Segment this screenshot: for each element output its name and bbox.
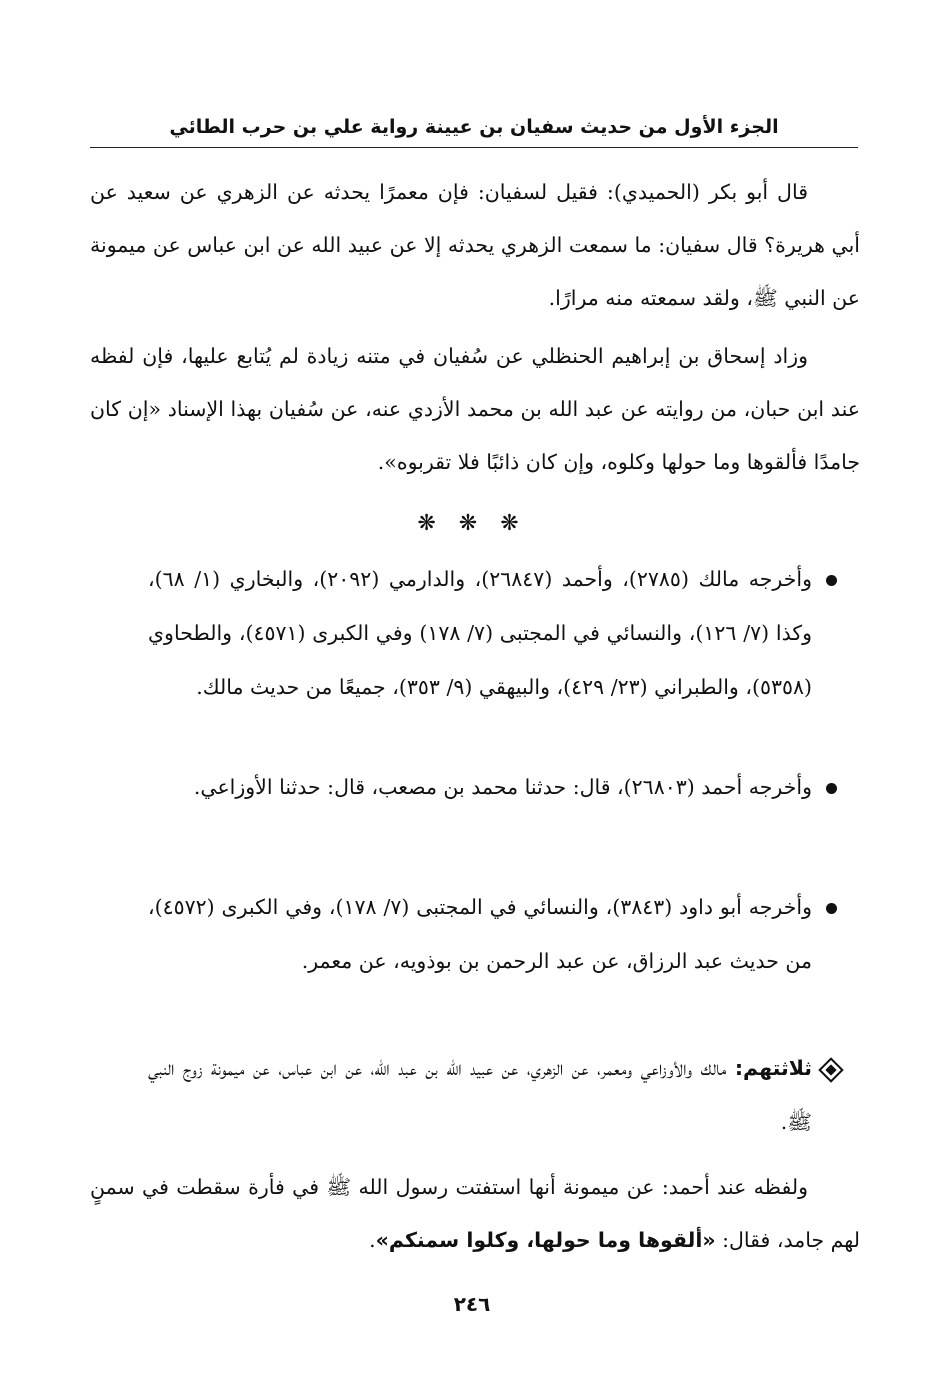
running-title: الجزء الأول من حديث سفيان بن عيينة رواية علي بن حرب الطائي bbox=[169, 116, 779, 138]
summary-text: مالك والأوزاعي ومعمر، عن الزهري، عن عبيد الله بن عبد الله، عن ابن عباس، عن ميمونة زوج النبي ﷺ. bbox=[148, 1056, 812, 1134]
paragraph-ahmad-wording bbox=[90, 1161, 860, 1267]
closing-lead: ولفظه عند أحمد: عن ميمونة أنها استفتت رسول الله ﷺ في فأرة سقطت في سمنٍ لهم جامد، فقال: bbox=[90, 1175, 860, 1252]
summary-label: ثلاثتهم: bbox=[734, 1056, 812, 1080]
summary-item bbox=[148, 1041, 812, 1149]
bullet-dot-icon bbox=[826, 575, 837, 586]
closing-quote: «ألقوها وما حولها، وكلوا سمنكم» bbox=[375, 1228, 716, 1252]
bullet-item-abu-dawud: وأخرجه أبو داود (٣٨٤٣)، والنسائي في المجتبى (٧/ ١٧٨)، وفي الكبرى (٤٥٧٢)، من حديث عبد الرزاق، عن عبد الرحمن بن بوذويه، عن معمر. bbox=[148, 895, 812, 973]
summary-marker bbox=[820, 1041, 842, 1095]
paragraph-ishaq-addition: وزاد إسحاق بن إبراهيم الحنظلي عن سُفيان في متنه زيادة لم يُتابع عليها، فإن لفظه عند ابن حبان، من روايته عن عبد الله بن محمد الأزدي عنه، عن سُفيان بهذا الإسناد «إن كان جامدًا فألقوها وما حولها وكلوه، وإن كان ذائبًا فلا تقربوه». bbox=[90, 344, 860, 474]
diamond-icon bbox=[818, 1057, 843, 1082]
page-number: ٢٤٦ bbox=[453, 1292, 491, 1316]
bullet-marker bbox=[820, 552, 842, 606]
header-rule bbox=[90, 147, 858, 148]
closing-end: . bbox=[369, 1228, 376, 1252]
paragraph-humaidi: قال أبو بكر (الحميدي): فقيل لسفيان: فإن معمرًا يحدثه عن الزهري عن سعيد عن أبي هريرة؟ قال سفيان: ما سمعت الزهري يحدثه إلا عن عبيد الله عن ابن عباس عن ميمونة عن النبي ﷺ، ولقد سمعته منه مرارًا. bbox=[90, 180, 860, 310]
bullet-dot-icon bbox=[826, 903, 837, 914]
bullet-item-malik: وأخرجه مالك (٢٧٨٥)، وأحمد (٢٦٨٤٧)، والدارمي (٢٠٩٢)، والبخاري (١/ ٦٨)، وكذا (٧/ ١٢٦)، والنسائي في المجتبى (٧/ ١٧٨) وفي الكبرى (٤٥٧١)، والطحاوي (٥٣٥٨)، والطبراني (٢٣/ ٤٢٩)، والبيهقي (٩/ ٣٥٣)، جميعًا من حديث مالك. bbox=[148, 567, 812, 699]
bullet-marker bbox=[820, 880, 842, 934]
bullet-item-ahmad: وأخرجه أحمد (٢٦٨٠٣)، قال: حدثنا محمد بن مصعب، قال: حدثنا الأوزاعي. bbox=[193, 775, 812, 799]
section-separator: ❋ ❋ ❋ bbox=[417, 511, 527, 536]
bullet-marker bbox=[820, 760, 842, 814]
bullet-dot-icon bbox=[826, 783, 837, 794]
